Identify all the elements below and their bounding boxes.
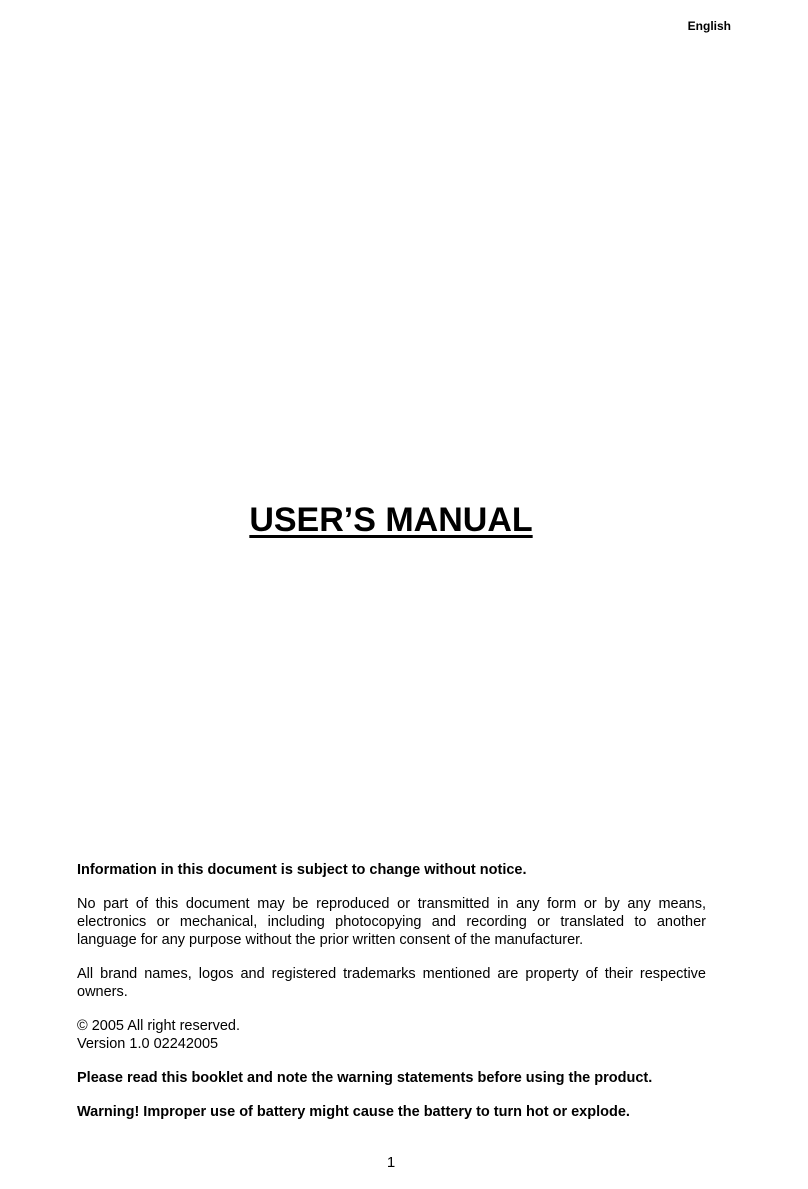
notice-reproduction: No part of this document may be reproduced or transmitted in any form or by any means, electronics or mechanical, including photocopying and recording or translated to another language for any purpose without the prior written consent of the manufacturer. bbox=[77, 896, 706, 948]
legal-notice-section bbox=[77, 861, 706, 1137]
notice-trademarks: All brand names, logos and registered trademarks mentioned are property of their respective owners. bbox=[77, 966, 706, 1000]
notice-read-booklet: Please read this booklet and note the warning statements before using the product. bbox=[77, 1070, 653, 1086]
copyright-block bbox=[77, 1017, 706, 1053]
battery-warning: Warning! Improper use of battery might cause the battery to turn hot or explode. bbox=[77, 1104, 630, 1120]
page-number: 1 bbox=[386, 1154, 396, 1171]
language-header: English bbox=[687, 19, 731, 33]
page-title: USER’S MANUAL bbox=[249, 501, 533, 539]
version-line: Version 1.0 02242005 bbox=[77, 1036, 219, 1052]
notice-subject-to-change: Information in this document is subject to change without notice. bbox=[77, 862, 527, 878]
copyright-line: © 2005 All right reserved. bbox=[77, 1018, 241, 1034]
